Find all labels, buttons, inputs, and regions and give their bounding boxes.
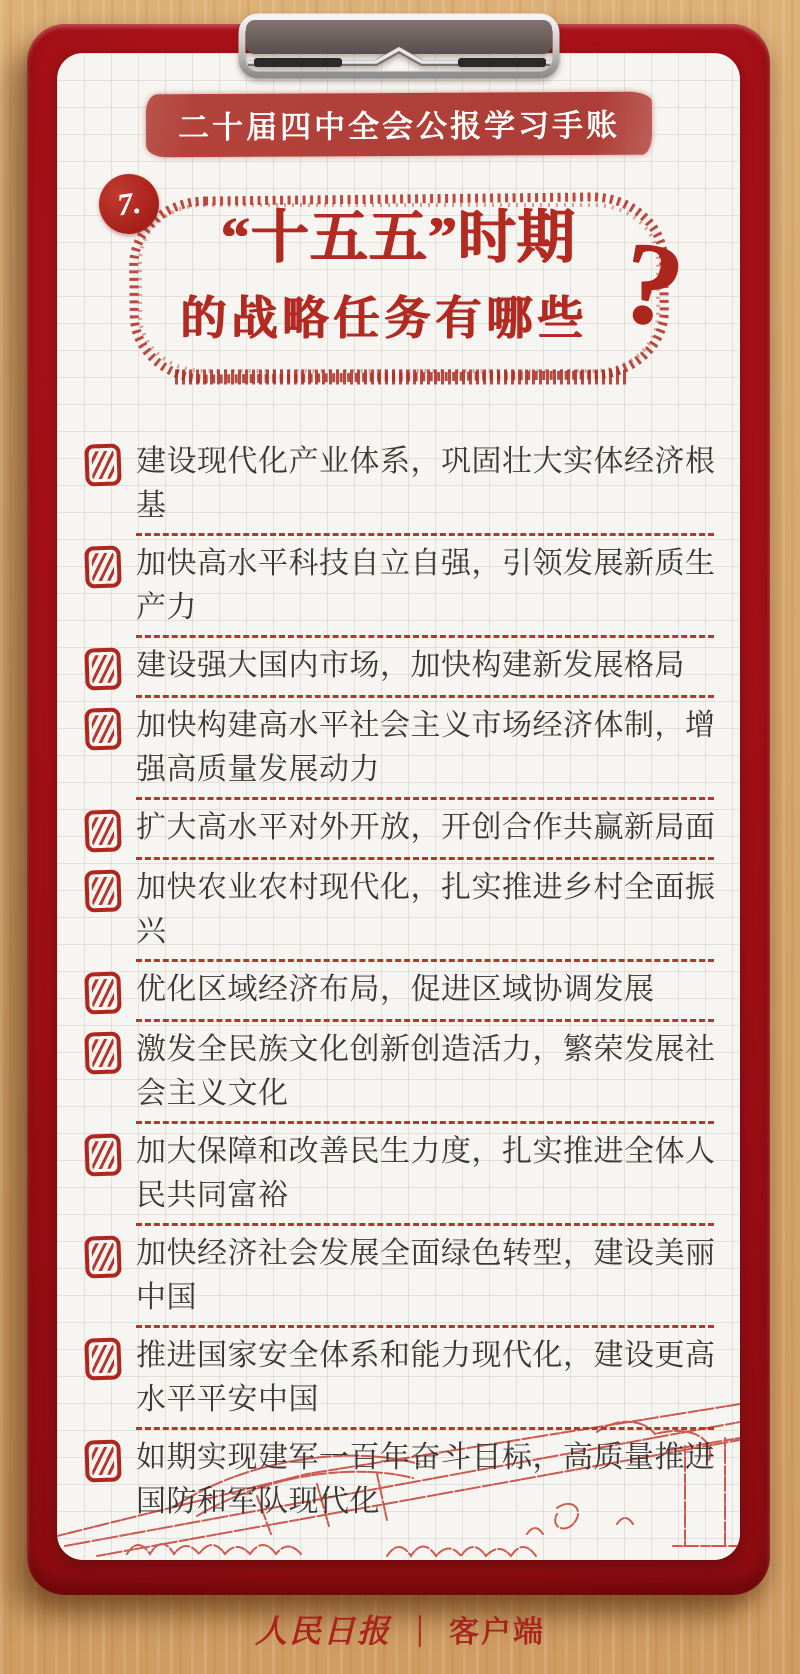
task-text: 推进国家安全体系和能力现代化，建设更高水平平安中国 (136, 1339, 716, 1416)
dashed-separator (136, 635, 714, 638)
task-text: 建设强大国内市场，加快构建新发展格局 (136, 649, 685, 682)
client-label: 客户端 (449, 1616, 545, 1649)
dashed-separator (136, 797, 714, 800)
section-number: 7. (114, 184, 143, 223)
task-item (85, 1130, 716, 1226)
task-row (85, 440, 716, 528)
brand-divider: 丨 (410, 1613, 430, 1652)
clipboard-clip-icon (238, 13, 560, 81)
task-item (85, 542, 716, 638)
checked-checkbox-icon (84, 647, 121, 690)
task-list (57, 440, 740, 1524)
dashed-separator (136, 1223, 714, 1226)
dashed-separator (136, 857, 714, 860)
title-line-1: “十五五”时期 (220, 205, 576, 270)
checked-checkbox-icon (84, 869, 121, 912)
task-row (85, 1334, 716, 1422)
checked-checkbox-icon (84, 707, 121, 750)
question-mark-icon: ? (610, 214, 692, 355)
task-item (85, 806, 716, 860)
task-row (85, 1436, 716, 1524)
checked-checkbox-icon (84, 545, 121, 588)
task-row (85, 644, 716, 690)
task-text: 激发全民族文化创新创造活力，繁荣发展社会主义文化 (136, 1033, 716, 1110)
task-item (85, 968, 716, 1022)
task-row (85, 968, 716, 1014)
header-badge (145, 92, 651, 158)
task-text: 加快构建高水平社会主义市场经济体制，增强高质量发展动力 (136, 709, 716, 786)
checked-checkbox-icon (84, 1133, 121, 1176)
title-line-2: 的战略任务有哪些 (180, 293, 589, 344)
checked-checkbox-icon (84, 971, 121, 1014)
task-item (85, 1436, 716, 1524)
task-text: 加大保障和改善民生力度，扎实推进全体人民共同富裕 (136, 1135, 716, 1212)
peoples-daily-brand: 人民日报 (254, 1612, 391, 1650)
dashed-separator (136, 533, 714, 536)
task-text: 优化区域经济布局，促进区域协调发展 (136, 973, 655, 1006)
task-text: 加快农业农村现代化，扎实推进乡村全面振兴 (136, 871, 716, 948)
task-text: 加快经济社会发展全面绿色转型，建设美丽中国 (136, 1237, 716, 1314)
dashed-separator (136, 1019, 714, 1022)
checked-checkbox-icon (84, 1337, 121, 1380)
title-block (114, 184, 692, 386)
header-badge-label: 二十届四中全会公报学习手账 (177, 107, 620, 146)
task-item (85, 866, 716, 962)
dashed-separator (136, 1325, 714, 1328)
task-row (85, 866, 716, 954)
dashed-separator (136, 1121, 714, 1124)
checked-checkbox-icon (84, 1031, 121, 1074)
dashed-separator (136, 695, 714, 698)
checked-checkbox-icon (84, 1235, 121, 1278)
task-item (85, 1028, 716, 1124)
task-text: 建设现代化产业体系，巩固壮大实体经济根基 (136, 445, 716, 522)
task-text: 加快高水平科技自立自强，引领发展新质生产力 (136, 547, 716, 624)
task-item (85, 704, 716, 800)
task-row (85, 704, 716, 792)
clipboard-board (27, 24, 770, 1595)
task-item (85, 1232, 716, 1328)
task-row (85, 1028, 716, 1116)
task-row (85, 1130, 716, 1218)
task-text: 扩大高水平对外开放，开创合作共赢新局面 (136, 811, 716, 844)
checked-checkbox-icon (84, 1439, 121, 1482)
task-row (85, 1232, 716, 1320)
checked-checkbox-icon (84, 809, 121, 852)
task-row (85, 806, 716, 852)
footer-logo (0, 1606, 800, 1652)
task-text: 如期实现建军一百年奋斗目标，高质量推进国防和军队现代化 (136, 1441, 716, 1518)
paper-sheet (57, 53, 740, 1560)
dashed-separator (136, 1427, 714, 1430)
checked-checkbox-icon (84, 443, 121, 486)
task-item (85, 440, 716, 536)
task-item (85, 644, 716, 698)
task-item (85, 1334, 716, 1430)
dashed-separator (136, 959, 714, 962)
task-row (85, 542, 716, 630)
